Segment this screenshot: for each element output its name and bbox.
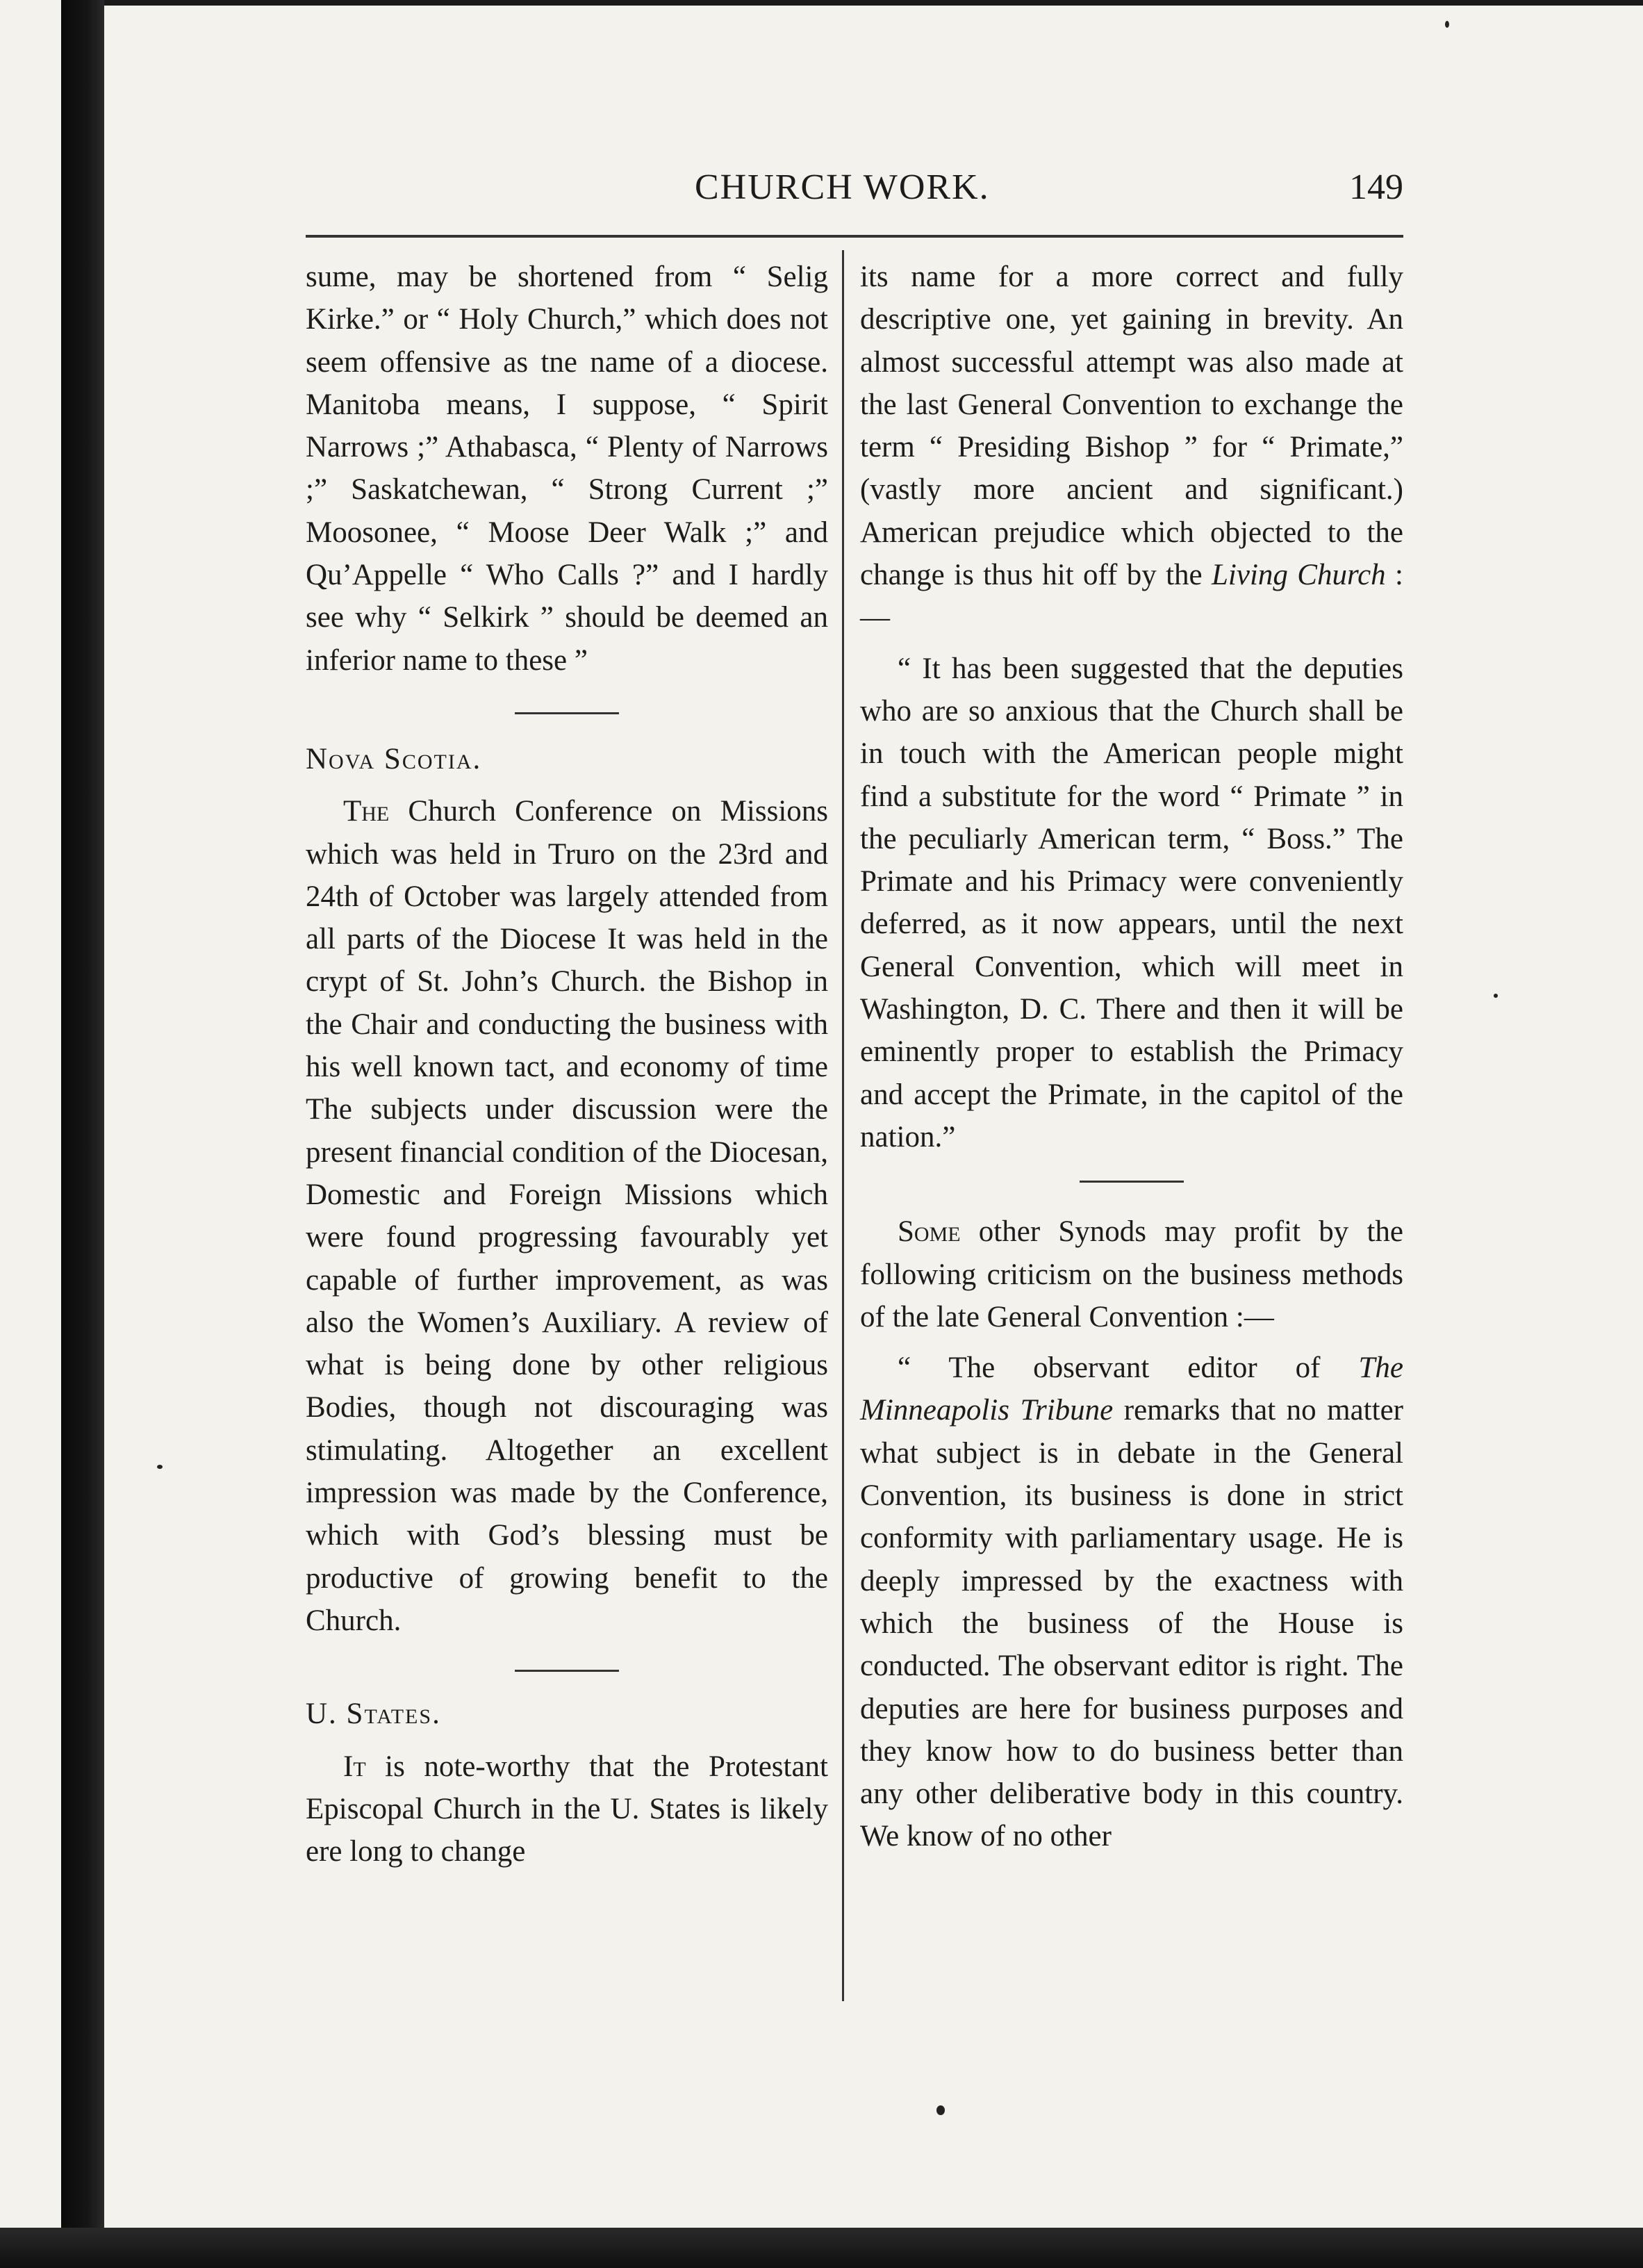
paragraph-text: is note-worthy that the Protestant Episcopal Church in the U. States is likely ere long to change [306,1750,828,1868]
section-rule [515,712,619,714]
lead-word: The [343,795,390,828]
column-divider [842,250,844,2001]
paragraph-text: :— [860,559,1403,634]
section-heading-nova-scotia: Nova Scotia. [306,742,482,775]
print-speck [936,2105,945,2115]
running-title: CHURCH WORK. [695,167,990,207]
quotation-paragraph: “ It has been suggested that the deputies who are so anxious that the Church shall be in touch with the American people might find a substitute for the word “ Primate ” in the peculiarly American term, “ Boss.” The Primate and his Primacy were conveniently deferred, as it now appears, until the next General Convention, which will meet in Washington, D. C. There and then it will be eminently proper to establish the Primacy and accept the Primate, in the capitol of the nation.” [860,652,1403,1153]
synods-paragraph [860,1210,1403,1338]
binding-edge-left [61,0,104,2268]
italic-title: Living Church [1212,559,1386,592]
paragraph-text: “ The observant editor of [898,1351,1359,1385]
paragraph-text: other Synods may profit by the following criticism on the business methods of the late General Convention :— [860,1215,1403,1333]
page-header [306,167,1403,222]
continued-paragraph [860,256,1403,639]
binding-edge-bottom [0,2228,1643,2268]
binding-edge-top [61,0,1643,6]
paragraph-text: Church Conference on Missions which was held in Truro on the 23rd and 24th of October was largely attended from all parts of the Diocese It was held in the crypt of St. John’s Church. the Bishop in the Chair and conducting the business with his well known tact, and economy of time The subjects under discussion were the present financial condition of the Diocesan, Domestic and Foreign Missions which were found progressing favourably yet capable of further improvement, as was also the Women’s Auxiliary. A review of what is being done by other religious Bodies, though not discouraging was stimulating. Altogether an excellent impression was made by the Conference, which with God’s blessing must be productive of growing benefit to the Church. [306,795,828,1637]
section-heading-us: U. States. [306,1698,441,1731]
quotation-paragraph [860,1347,1403,1858]
section-rule [515,1670,619,1672]
italic-title: The Minneapolis Tribune [860,1351,1403,1427]
continued-paragraph: sume, may be shortened from “ Selig Kirke.” or “ Holy Church,” which does not seem offensive as tne name of a diocese. Manitoba means, I suppose, “ Spirit Narrows ;” Athabasca, “ Plenty of Narrows ;” Saskatchewan, “ Strong Current ;” Moosonee, “ Moose Deer Walk ;” and Qu’Appelle “ Who Calls ?” and I hardly see why “ Selkirk ” should be deemed an inferior name to these ” [306,261,828,677]
lead-word: Some [898,1215,961,1249]
right-column [860,256,1403,1858]
page-number: 149 [1349,167,1403,207]
print-speck [1494,994,1498,998]
print-speck [1445,21,1449,28]
lead-word: It [343,1750,366,1783]
left-column [306,256,828,1873]
section-rule [1080,1181,1184,1183]
print-speck [157,1465,163,1469]
nova-scotia-paragraph [306,790,828,1642]
paragraph-text: its name for a more correct and fully descriptive one, yet gaining in brevity. An almost successful attempt was also made at the last General Convention to exchange the term “ Presiding Bishop ” for “ Primate,” (vastly more ancient and significant.) American prejudice which objected to the change is thus hit off by the [860,261,1403,592]
header-rule [306,235,1403,238]
us-paragraph [306,1745,828,1873]
paragraph-text: remarks that no matter what subject is in debate in the General Convention, its business is done in strict conformity with parliamentary usage. He is deeply impressed by the exactness with which the business of the House is conducted. The observant editor is right. The deputies are here for business purposes and they know how to do business better than any other deliberative body in this country. We know of no other [860,1394,1403,1853]
